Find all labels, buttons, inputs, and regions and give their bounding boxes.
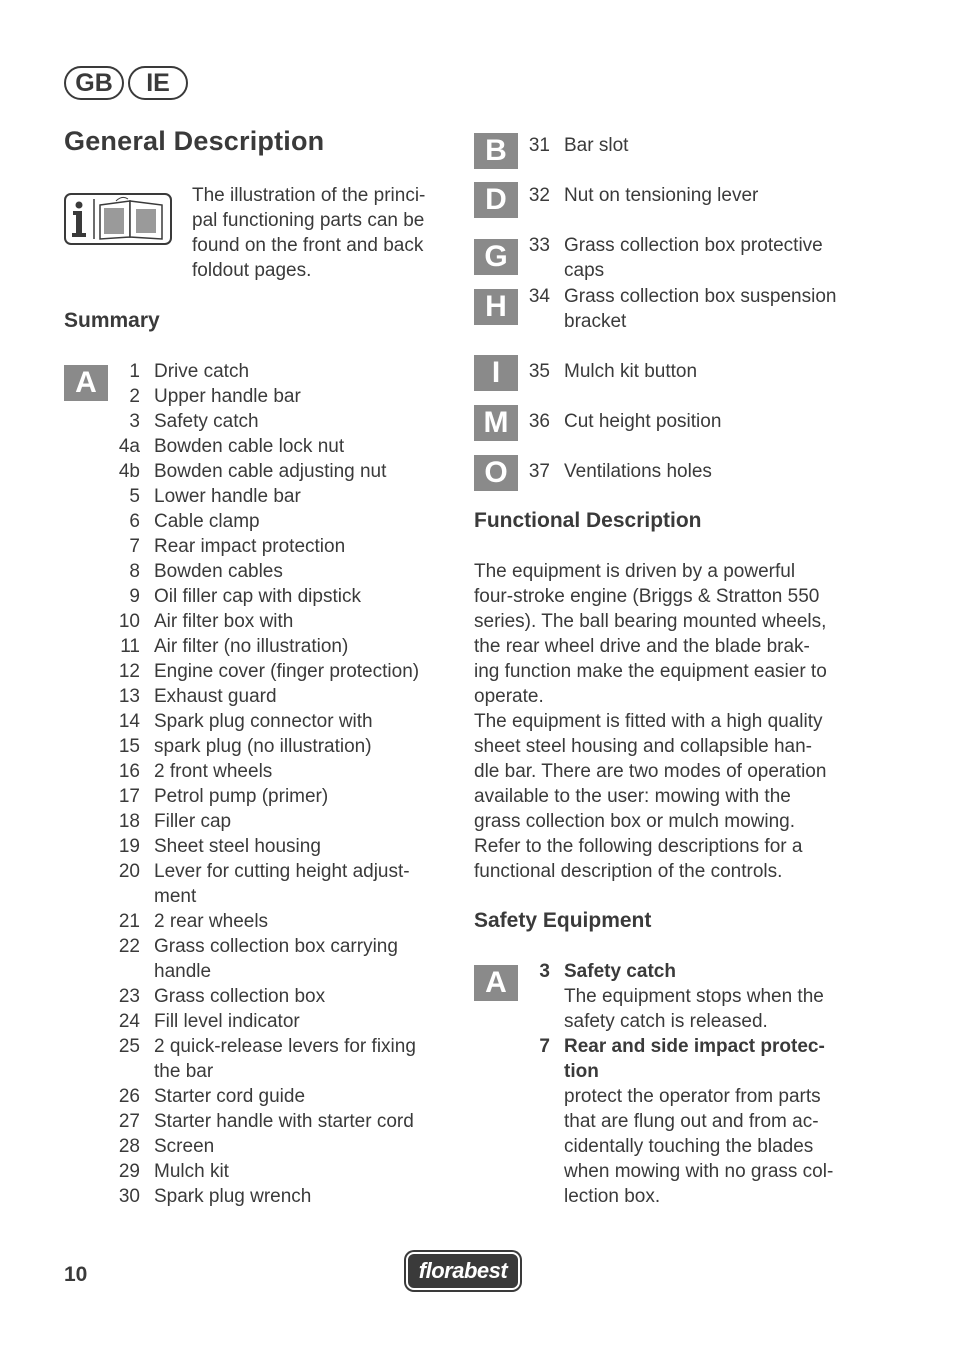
safety-item-text: when mowing with no grass col- — [564, 1161, 834, 1182]
item-label: Bar slot — [564, 135, 629, 156]
safety-item-line — [520, 1134, 870, 1159]
item-label: Grass collection box suspension — [564, 286, 837, 307]
item-label: spark plug (no illustration) — [154, 736, 372, 757]
list-item — [108, 509, 453, 534]
page-number: 10 — [64, 1263, 88, 1286]
safety-item-text: cidentally touching the blades — [564, 1136, 814, 1157]
paragraph-line: available to the user: mowing with the — [474, 786, 791, 807]
list-item — [108, 1084, 453, 1109]
item-number: 20 — [118, 861, 140, 882]
safety-item-text: that are flung out and from ac- — [564, 1111, 819, 1132]
safety-item-text: lection box. — [564, 1186, 661, 1207]
item-number: 15 — [118, 736, 140, 757]
safety-item-line — [520, 959, 870, 984]
safety-item-line — [520, 1159, 870, 1184]
item-number — [108, 959, 140, 984]
list-item — [520, 459, 880, 484]
item-number: 9 — [129, 586, 140, 607]
item-number: 11 — [120, 636, 140, 657]
item-label: Upper handle bar — [154, 386, 301, 407]
paragraph-line: four-stroke engine (Briggs & Stratton 550 — [474, 586, 820, 607]
figure-badge-o: O — [474, 455, 518, 491]
item-label: Nut on tensioning lever — [564, 185, 759, 206]
item-label: Mulch kit button — [564, 361, 698, 382]
list-item — [520, 258, 880, 283]
item-label: bracket — [564, 311, 627, 332]
item-label: Rear impact protection — [154, 536, 346, 557]
figure-badge-g: G — [474, 239, 518, 275]
item-number — [520, 1009, 550, 1034]
list-item — [108, 959, 453, 984]
figure-badge-a: A — [64, 365, 108, 401]
list-item — [520, 233, 880, 258]
item-number: 36 — [528, 411, 550, 432]
item-label: Oil filler cap with dipstick — [154, 586, 361, 607]
safety-item-title: Safety catch — [564, 961, 676, 982]
item-number: 25 — [118, 1036, 140, 1057]
item-label: Grass collection box — [154, 986, 326, 1007]
safety-heading: Safety Equipment — [474, 909, 652, 932]
figure-badge-a-safety: A — [474, 965, 518, 1001]
item-label: Cut height position — [564, 411, 722, 432]
item-number: 14 — [118, 711, 140, 732]
list-item — [108, 784, 453, 809]
item-number: 30 — [118, 1186, 140, 1207]
item-number — [108, 884, 140, 909]
item-label: Bowden cable adjusting nut — [154, 461, 387, 482]
item-number: 27 — [118, 1111, 140, 1132]
brand-logo: florabest — [406, 1252, 520, 1290]
list-item — [108, 1034, 453, 1059]
item-number: 3 — [129, 411, 140, 432]
list-item — [108, 1159, 453, 1184]
item-number: 28 — [118, 1136, 140, 1157]
list-item — [108, 559, 453, 584]
list-item — [108, 859, 453, 884]
list-item — [108, 1059, 453, 1084]
item-label: 2 rear wheels — [154, 911, 269, 932]
list-item — [108, 384, 453, 409]
item-number: 19 — [118, 836, 140, 857]
safety-item-line — [520, 1084, 870, 1109]
item-number: 13 — [118, 686, 140, 707]
summary-list — [108, 359, 453, 1209]
safety-item-line — [520, 1184, 870, 1209]
list-item — [108, 759, 453, 784]
safety-item-text: protect the operator from parts — [564, 1086, 821, 1107]
safety-item-title: Rear and side impact protec- — [564, 1036, 825, 1057]
item-number: 5 — [129, 486, 140, 507]
list-item — [520, 359, 880, 384]
language-badge-gb: GB — [64, 66, 124, 100]
item-number — [520, 1184, 550, 1209]
item-number: 26 — [118, 1086, 140, 1107]
item-number — [520, 309, 550, 334]
item-number: 4b — [118, 461, 140, 482]
list-item — [108, 584, 453, 609]
item-number: 35 — [528, 361, 550, 382]
page-title: General Description — [64, 126, 325, 156]
list-item — [520, 133, 880, 158]
list-item — [108, 659, 453, 684]
paragraph-line: grass collection box or mulch mowing. — [474, 811, 796, 832]
safety-item-title: tion — [564, 1061, 599, 1082]
paragraph-line: The equipment is fitted with a high quality — [474, 711, 823, 732]
info-text: The illustration of the princi- pal functioning parts can be found on the front and back foldout pages. — [192, 185, 426, 281]
item-number: 1 — [129, 361, 140, 382]
item-number: 2 — [129, 386, 140, 407]
item-label: handle — [154, 961, 212, 982]
paragraph-line: the rear wheel drive and the blade brak- — [474, 636, 810, 657]
item-number: 3 — [539, 961, 550, 982]
safety-list — [520, 959, 870, 1209]
safety-item-line — [520, 984, 870, 1009]
item-label: Grass collection box protective — [564, 235, 823, 256]
item-number: 4a — [118, 436, 140, 457]
item-label: Spark plug connector with — [154, 711, 373, 732]
list-item — [108, 1134, 453, 1159]
item-label: ment — [154, 886, 197, 907]
item-label: Filler cap — [154, 811, 232, 832]
list-item — [520, 284, 880, 309]
list-item — [108, 934, 453, 959]
item-label: Starter cord guide — [154, 1086, 306, 1107]
paragraph-line: The equipment is driven by a powerful — [474, 561, 796, 582]
list-item — [108, 834, 453, 859]
item-label: caps — [564, 260, 605, 281]
list-item — [108, 1184, 453, 1209]
safety-item-line — [520, 1034, 870, 1059]
item-label: Ventilations holes — [564, 461, 712, 482]
item-label: Exhaust guard — [154, 686, 277, 707]
item-number: 7 — [129, 536, 140, 557]
safety-item-text: safety catch is released. — [564, 1011, 768, 1032]
summary-heading: Summary — [64, 309, 160, 332]
item-number: 23 — [118, 986, 140, 1007]
item-number: 6 — [129, 511, 140, 532]
item-label: Safety catch — [154, 411, 259, 432]
list-item — [108, 709, 453, 734]
figure-badge-d: D — [474, 182, 518, 218]
item-number: 37 — [528, 461, 550, 482]
item-label: Screen — [154, 1136, 215, 1157]
list-item — [108, 1109, 453, 1134]
item-number: 7 — [539, 1036, 550, 1057]
item-number: 18 — [118, 811, 140, 832]
paragraph-line: Refer to the following descriptions for a — [474, 836, 803, 857]
list-item — [108, 484, 453, 509]
item-label: Sheet steel housing — [154, 836, 321, 857]
list-item — [108, 884, 453, 909]
item-label: Petrol pump (primer) — [154, 786, 329, 807]
safety-item-line — [520, 1059, 870, 1084]
item-number — [108, 1059, 140, 1084]
item-number: 32 — [528, 185, 550, 206]
paragraph-line: operate. — [474, 686, 544, 707]
functional-text — [474, 559, 874, 884]
list-item — [108, 809, 453, 834]
item-label: 2 quick-release levers for fixing — [154, 1036, 416, 1057]
item-label: Starter handle with starter cord — [154, 1111, 414, 1132]
item-number — [520, 984, 550, 1009]
paragraph-line: functional description of the controls. — [474, 861, 783, 882]
item-number: 34 — [528, 286, 550, 307]
list-item — [108, 459, 453, 484]
list-item — [108, 909, 453, 934]
item-number: 31 — [528, 135, 550, 156]
safety-item-text: The equipment stops when the — [564, 986, 824, 1007]
item-number — [520, 1109, 550, 1134]
item-number: 33 — [528, 235, 550, 256]
list-item — [108, 1009, 453, 1034]
item-label: the bar — [154, 1061, 214, 1082]
safety-item-line — [520, 1009, 870, 1034]
item-label: Bowden cables — [154, 561, 283, 582]
item-number — [520, 1159, 550, 1184]
item-number — [520, 258, 550, 283]
figure-badge-h: H — [474, 289, 518, 325]
list-item — [108, 609, 453, 634]
figure-badge-b: B — [474, 133, 518, 169]
list-item — [108, 634, 453, 659]
list-item — [108, 409, 453, 434]
item-number — [520, 1059, 550, 1084]
list-item — [108, 734, 453, 759]
list-item — [108, 684, 453, 709]
item-number: 16 — [118, 761, 140, 782]
language-badge-ie: IE — [128, 66, 188, 100]
list-item — [108, 359, 453, 384]
functional-heading: Functional Description — [474, 509, 702, 532]
list-item — [108, 534, 453, 559]
info-illustration-icon — [64, 193, 172, 245]
paragraph-line: ing function make the equipment easier to — [474, 661, 827, 682]
item-label: Air filter (no illustration) — [154, 636, 349, 657]
item-label: 2 front wheels — [154, 761, 273, 782]
item-number: 21 — [118, 911, 140, 932]
item-label: Bowden cable lock nut — [154, 436, 345, 457]
item-label: Fill level indicator — [154, 1011, 300, 1032]
item-number: 29 — [118, 1161, 140, 1182]
item-label: Cable clamp — [154, 511, 260, 532]
item-number: 22 — [118, 936, 140, 957]
item-label: Engine cover (finger protection) — [154, 661, 420, 682]
paragraph-line: series). The ball bearing mounted wheels, — [474, 611, 827, 632]
item-number: 24 — [118, 1011, 140, 1032]
item-label: Mulch kit — [154, 1161, 229, 1182]
list-item — [108, 984, 453, 1009]
list-item — [108, 434, 453, 459]
paragraph-line: sheet steel housing and collapsible han- — [474, 736, 813, 757]
paragraph-line: dle bar. There are two modes of operation — [474, 761, 827, 782]
item-label: Lever for cutting height adjust- — [154, 861, 410, 882]
item-label: Spark plug wrench — [154, 1186, 312, 1207]
item-number: 8 — [129, 561, 140, 582]
safety-item-line — [520, 1109, 870, 1134]
item-label: Drive catch — [154, 361, 250, 382]
list-item — [520, 409, 880, 434]
figure-badge-m: M — [474, 405, 518, 441]
item-number — [520, 1084, 550, 1109]
list-item — [520, 309, 880, 334]
item-number: 12 — [118, 661, 140, 682]
item-label: Air filter box with — [154, 611, 294, 632]
item-number: 17 — [118, 786, 140, 807]
item-label: Grass collection box carrying — [154, 936, 398, 957]
item-number — [520, 1134, 550, 1159]
item-number: 10 — [118, 611, 140, 632]
figure-badge-i: I — [474, 355, 518, 391]
item-label: Lower handle bar — [154, 486, 301, 507]
list-item — [520, 183, 880, 208]
